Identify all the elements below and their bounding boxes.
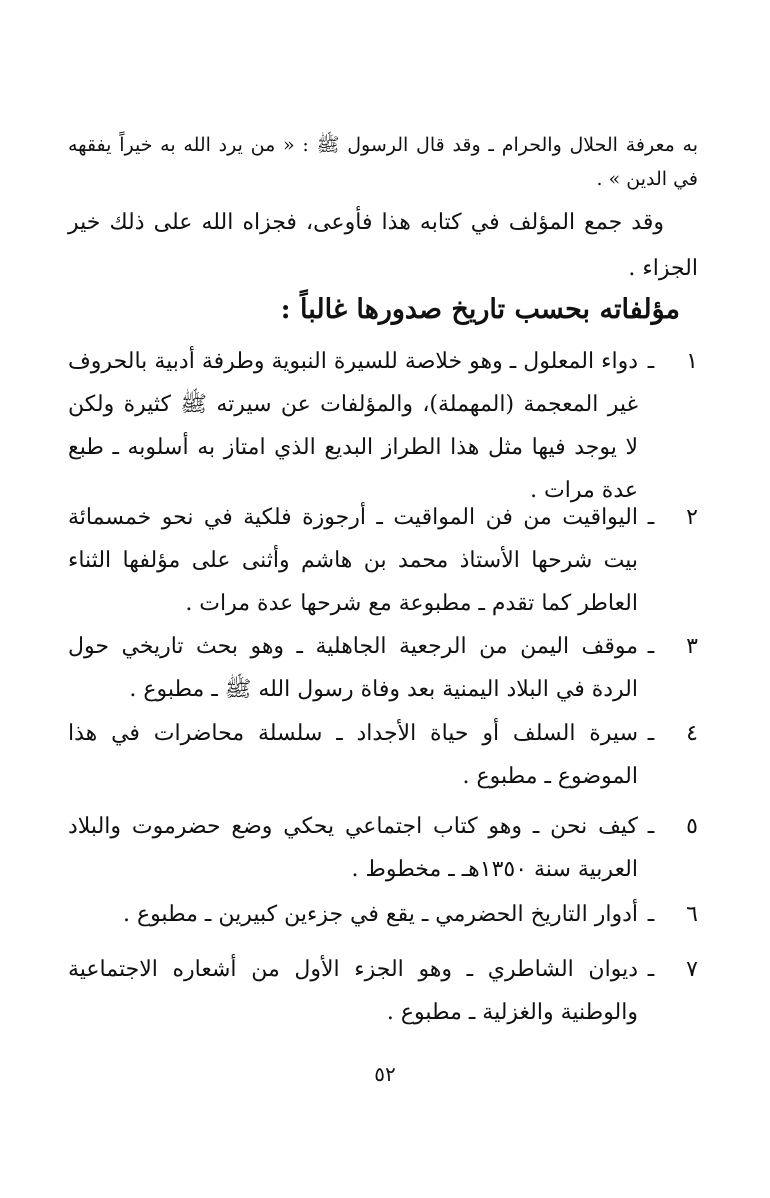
list-item: [68, 948, 698, 1034]
item-dash: ـ: [647, 349, 655, 374]
item-dash: ـ: [647, 902, 655, 927]
list-item: [68, 340, 698, 512]
item-number: ٥: [686, 814, 698, 839]
item-number: ٧: [686, 957, 698, 982]
list-item: [68, 625, 698, 711]
item-dash: ـ: [647, 505, 655, 530]
closing-paragraph: وقد جمع المؤلف في كتابه هذا فأوعى، فجزاه الله على ذلك خير الجزاء .: [68, 210, 698, 281]
item-text: سيرة السلف أو حياة الأجداد ـ سلسلة محاضرات في هذا الموضوع ـ مطبوع .: [68, 721, 638, 789]
item-number: ٣: [686, 634, 698, 659]
item-dash: ـ: [647, 957, 655, 982]
list-item: [68, 893, 698, 936]
item-dash: ـ: [647, 634, 655, 659]
item-number: ١: [686, 349, 698, 374]
item-text: كيف نحن ـ وهو كتاب اجتماعي يحكي وضع حضرموت والبلاد العربية سنة ١٣٥٠هـ ـ مخطوط .: [68, 814, 638, 882]
list-item: [68, 712, 698, 798]
list-item: [68, 805, 698, 891]
item-text: دواء المعلول ـ وهو خلاصة للسيرة النبوية وطرفة أدبية بالحروف غير المعجمة (المهملة)، والمؤلفات عن سيرته ﷺ كثيرة ولكن لا يوجد فيها مثل هذا الطراز البديع الذي امتاز به أسلوبه ـ طبع عدة مرات .: [68, 349, 638, 503]
section-heading: مؤلفاته بحسب تاريخ صدورها غالباً :: [280, 294, 680, 325]
list-item: [68, 496, 698, 625]
item-text: موقف اليمن من الرجعية الجاهلية ـ وهو بحث تاريخي حول الردة في البلاد اليمنية بعد وفاة رسول الله ﷺ ـ مطبوع .: [68, 634, 638, 702]
item-text: اليواقيت من فن المواقيت ـ أرجوزة فلكية في نحو خمسمائة بيت شرحها الأستاذ محمد بن هاشم وأثنى على مؤلفها الثناء العاطر كما تقدم ـ مطبوعة مع شرحها عدة مرات .: [68, 505, 638, 616]
item-dash: ـ: [647, 814, 655, 839]
item-text: أدوار التاريخ الحضرمي ـ يقع في جزءين كبيرين ـ مطبوع .: [122, 902, 638, 927]
item-text: ديوان الشاطري ـ وهو الجزء الأول من أشعاره الاجتماعية والوطنية والغزلية ـ مطبوع .: [68, 957, 638, 1025]
page-number: ٥٢: [374, 1062, 396, 1086]
item-number: ٦: [686, 902, 698, 927]
intro-text: به معرفة الحلال والحرام ـ وقد قال الرسول ﷺ : « من يرد الله به خيراً يفقهه في الدين » .: [68, 134, 698, 190]
item-number: ٢: [686, 505, 698, 530]
item-number: ٤: [686, 721, 698, 746]
item-dash: ـ: [647, 721, 655, 746]
